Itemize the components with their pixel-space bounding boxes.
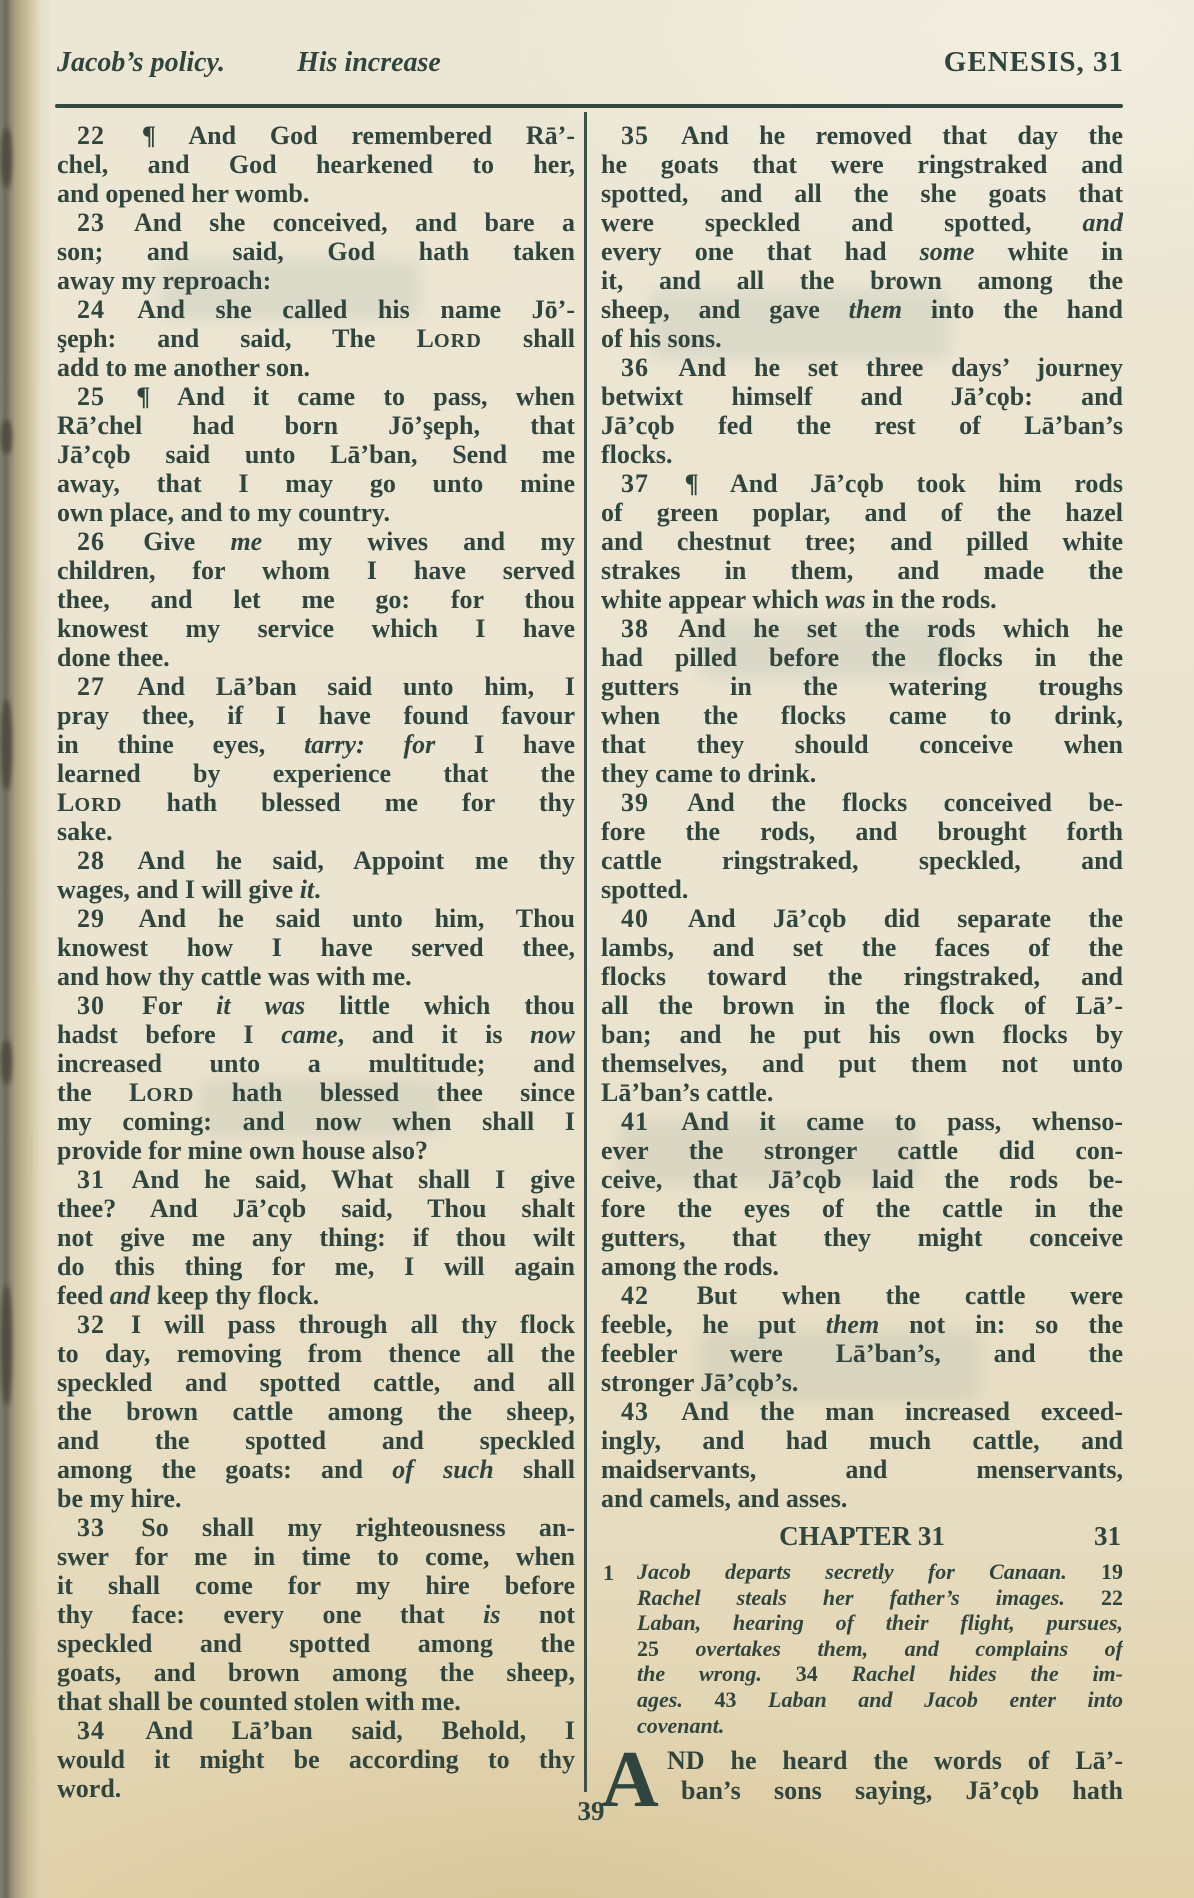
verse-number: 25 bbox=[77, 382, 105, 411]
chapter-heading-row bbox=[601, 1515, 1123, 1555]
summary-line: Laban, hearing of their flight, pursues, bbox=[637, 1610, 1123, 1636]
gutter-ink-mark bbox=[1, 1285, 12, 1405]
gutter-ink-mark bbox=[1, 700, 12, 790]
verse-line: ingly, and had much cattle, and bbox=[601, 1426, 1123, 1455]
verse-line: pray thee, if I have found favour bbox=[57, 701, 575, 730]
running-head-left-phrase-2: His increase bbox=[296, 47, 441, 78]
page-gutter-shadow bbox=[0, 0, 52, 1898]
verse-line: children, for whom I have served bbox=[57, 556, 575, 585]
verse-line: 42 But when the cattle were bbox=[621, 1281, 1123, 1310]
gutter-ink-mark bbox=[1, 1040, 12, 1084]
verse-line: spotted. bbox=[601, 875, 689, 904]
verse-line: provide for mine own house also? bbox=[57, 1136, 429, 1165]
verse-line: flocks. bbox=[601, 440, 673, 469]
verse-line: my coming: and now when shall I bbox=[57, 1107, 575, 1136]
verse-number: 27 bbox=[77, 672, 105, 701]
verse-line: fore the eyes of the cattle in the bbox=[601, 1194, 1123, 1223]
verse-number: 39 bbox=[621, 788, 649, 817]
verse-number: 31 bbox=[77, 1165, 105, 1194]
verse-number: 40 bbox=[621, 904, 649, 933]
verse-line: the LORD hath blessed thee since bbox=[57, 1078, 575, 1107]
reference-number: 22 bbox=[1101, 1584, 1123, 1610]
verse-line: 32 I will pass through all thy flock bbox=[77, 1310, 575, 1339]
verse-line: 26 Give me my wives and my bbox=[77, 527, 575, 556]
italic-word: me bbox=[230, 527, 263, 556]
verse-line: knowest how I have served thee, bbox=[57, 933, 575, 962]
verse-number: 24 bbox=[77, 295, 105, 324]
verse-line: Rā’chel had born Jō’şeph, that bbox=[57, 411, 575, 440]
verse-line: were speckled and spotted, and bbox=[601, 208, 1123, 237]
verse-line: done thee. bbox=[57, 643, 170, 672]
lord-small-caps: LORD bbox=[57, 788, 123, 817]
opening-line: ND he heard the words of Lā’- bbox=[667, 1746, 1123, 1776]
opening-line: ban’s sons saying, Jā’cǫb hath bbox=[681, 1776, 1123, 1806]
verse-line: gutters in the watering troughs bbox=[601, 672, 1123, 701]
summary-line: the wrong. 34 Rachel hides the im- bbox=[637, 1661, 1123, 1687]
verse-line: Jā’cǫb said unto Lā’ban, Send me bbox=[57, 440, 575, 469]
verse-line: ban; and he put his own flocks by bbox=[601, 1020, 1123, 1049]
verse-line: stronger Jā’cǫb’s. bbox=[601, 1368, 799, 1397]
verse-line: betwixt himself and Jā’cǫb: and bbox=[601, 382, 1123, 411]
reference-number: 43 bbox=[714, 1686, 737, 1712]
verse-line: among the goats: and of such shall bbox=[57, 1455, 575, 1484]
verse-line: 24 And she called his name Jō’- bbox=[77, 295, 575, 324]
running-head-book-chapter: GENESIS, 31 bbox=[943, 46, 1124, 78]
left-text-column bbox=[57, 121, 575, 1803]
verse-line: 43 And the man increased exceed- bbox=[621, 1397, 1123, 1426]
verse-line: hadst before I came, and it is now bbox=[57, 1020, 575, 1049]
verse-line: among the rods. bbox=[601, 1252, 779, 1281]
verse-line: in thine eyes, tarry: for I have bbox=[57, 730, 575, 759]
gutter-ink-mark bbox=[1, 420, 12, 454]
verse-line: that they should conceive when bbox=[601, 730, 1123, 759]
verse-number: 36 bbox=[621, 353, 649, 382]
verse-line: fore the rods, and brought forth bbox=[601, 817, 1123, 846]
header-rule bbox=[55, 104, 1123, 108]
verse-line: away my reproach: bbox=[57, 266, 272, 295]
verse-line: 34 And Lā’ban said, Behold, I bbox=[77, 1716, 575, 1745]
verse-number: 34 bbox=[77, 1716, 105, 1745]
verse-number: 32 bbox=[77, 1310, 105, 1339]
verse-line: sake. bbox=[57, 817, 113, 846]
verse-number: 30 bbox=[77, 991, 105, 1020]
verse-line: do this thing for me, I will again bbox=[57, 1252, 575, 1281]
verse-number: 43 bbox=[621, 1397, 649, 1426]
reference-number: 25 bbox=[637, 1635, 659, 1661]
verse-line: 29 And he said unto him, Thou bbox=[77, 904, 575, 933]
verse-line: şeph: and said, The LORD shall bbox=[57, 324, 575, 353]
verse-line: 30 For it was little which thou bbox=[77, 991, 575, 1020]
verse-number: 38 bbox=[621, 614, 649, 643]
verse-line: 41 And it came to pass, whenso- bbox=[621, 1107, 1123, 1136]
verse-line: of green poplar, and of the hazel bbox=[601, 498, 1123, 527]
verse-line: that shall be counted stolen with me. bbox=[57, 1687, 461, 1716]
verse-line: 27 And Lā’ban said unto him, I bbox=[77, 672, 575, 701]
verse-line: lambs, and set the faces of the bbox=[601, 933, 1123, 962]
reference-number: 34 bbox=[795, 1661, 818, 1687]
verse-line: 39 And the flocks conceived be- bbox=[621, 788, 1123, 817]
italic-word: was bbox=[825, 585, 866, 614]
verse-line: son; and said, God hath taken bbox=[57, 237, 575, 266]
verse-line: feed and keep thy flock. bbox=[57, 1281, 320, 1310]
verse-line: 36 And he set three days’ journey bbox=[621, 353, 1123, 382]
verse-line: not give me any thing: if thou wilt bbox=[57, 1223, 575, 1252]
verse-line: they came to drink. bbox=[601, 759, 817, 788]
verse-line: add to me another son. bbox=[57, 353, 311, 382]
verse-number: 23 bbox=[77, 208, 105, 237]
verse-line: word. bbox=[57, 1774, 122, 1803]
verse-line: Jā’cǫb fed the rest of Lā’ban’s bbox=[601, 411, 1123, 440]
italic-word: them bbox=[825, 1310, 880, 1339]
verse-line: spotted, and all the she goats that bbox=[601, 179, 1123, 208]
verse-line: speckled and spotted cattle, and all bbox=[57, 1368, 575, 1397]
lord-small-caps: LORD bbox=[416, 324, 482, 353]
verse-number: 29 bbox=[77, 904, 105, 933]
verse-number: 37 bbox=[621, 469, 649, 498]
verse-line: knowest my service which I have bbox=[57, 614, 575, 643]
verse-line: and the spotted and speckled bbox=[57, 1426, 575, 1455]
verse-line: 23 And she conceived, and bare a bbox=[77, 208, 575, 237]
dropcap-letter: A bbox=[601, 1736, 659, 1825]
verse-line: maidservants, and menservants, bbox=[601, 1455, 1123, 1484]
italic-word: it bbox=[299, 875, 315, 904]
chapter-opening-lines bbox=[601, 1746, 1123, 1806]
italic-word: came bbox=[281, 1020, 338, 1049]
verse-line: he goats that were ringstraked and bbox=[601, 150, 1123, 179]
verse-line: themselves, and put them not unto bbox=[601, 1049, 1123, 1078]
right-column-verses bbox=[601, 121, 1123, 1513]
verse-line: all the brown in the flock of Lā’- bbox=[601, 991, 1123, 1020]
verse-line: 33 So shall my righteousness an- bbox=[77, 1513, 575, 1542]
summary-first-ref: 1 bbox=[603, 1560, 614, 1585]
verse-line: Lā’ban’s cattle. bbox=[601, 1078, 774, 1107]
verse-number: 22 bbox=[77, 121, 105, 150]
chapter-side-number: 31 bbox=[1094, 1521, 1121, 1551]
verse-number: 33 bbox=[77, 1513, 105, 1542]
page-number: 39 bbox=[577, 1796, 605, 1826]
verse-line: away, that I may go unto mine bbox=[57, 469, 575, 498]
summary-line: Jacob departs secretly for Canaan. 19 bbox=[637, 1559, 1123, 1584]
summary-line: 25 overtakes them, and complains of bbox=[637, 1635, 1123, 1661]
verse-line: the brown cattle among the sheep, bbox=[57, 1397, 575, 1426]
verse-line: and camels, and asses. bbox=[601, 1484, 848, 1513]
verse-line: feebler were Lā’ban’s, and the bbox=[601, 1339, 1123, 1368]
verse-line: 40 And Jā’cǫb did separate the bbox=[621, 904, 1123, 933]
verse-line: thee? And Jā’cǫb said, Thou shalt bbox=[57, 1194, 575, 1223]
chapter-summary bbox=[601, 1559, 1123, 1738]
verse-line: 22 ¶ And God remembered Rā’- bbox=[77, 121, 575, 150]
running-head-topic bbox=[57, 47, 441, 79]
verse-line: own place, and to my country. bbox=[57, 498, 390, 527]
chapter-summary-lines bbox=[637, 1559, 1123, 1738]
italic-word: and bbox=[109, 1281, 151, 1310]
verse-line: 31 And he said, What shall I give bbox=[77, 1165, 575, 1194]
verse-line: strakes in them, and made the bbox=[601, 556, 1123, 585]
lord-small-caps: LORD bbox=[129, 1078, 195, 1107]
verse-number: 28 bbox=[77, 846, 105, 875]
verse-line: of his sons. bbox=[601, 324, 722, 353]
verse-line: and chestnut tree; and pilled white bbox=[601, 527, 1123, 556]
verse-line: swer for me in time to come, when bbox=[57, 1542, 575, 1571]
verse-line: thee, and let me go: for thou bbox=[57, 585, 575, 614]
verse-line: speckled and spotted among the bbox=[57, 1629, 575, 1658]
verse-line: chel, and God hearkened to her, bbox=[57, 150, 575, 179]
italic-word: of such bbox=[392, 1455, 494, 1484]
verse-line: when the flocks came to drink, bbox=[601, 701, 1123, 730]
summary-line: Rachel steals her father’s images. 22 bbox=[637, 1584, 1123, 1610]
verse-number: 42 bbox=[621, 1281, 649, 1310]
gutter-ink-mark bbox=[1, 128, 12, 188]
verse-line: white appear which was in the rods. bbox=[601, 585, 997, 614]
verse-number: 41 bbox=[621, 1107, 649, 1136]
chapter-opening-paragraph bbox=[601, 1736, 1123, 1825]
verse-line: LORD hath blessed me for thy bbox=[57, 788, 575, 817]
verse-line: would it might be according to thy bbox=[57, 1745, 575, 1774]
italic-word: it was bbox=[216, 991, 306, 1020]
summary-line: covenant. bbox=[637, 1712, 725, 1738]
italic-word: some bbox=[919, 237, 975, 266]
italic-word: and bbox=[1082, 208, 1123, 237]
italic-word: now bbox=[530, 1020, 575, 1049]
verse-line: cattle ringstraked, speckled, and bbox=[601, 846, 1123, 875]
reference-number: 19 bbox=[1101, 1559, 1123, 1584]
right-text-column bbox=[601, 121, 1123, 1825]
summary-line: ages. 43 Laban and Jacob enter into bbox=[637, 1686, 1123, 1712]
verse-line: and how thy cattle was with me. bbox=[57, 962, 412, 991]
verse-line: 37 ¶ And Jā’cǫb took him rods bbox=[621, 469, 1123, 498]
verse-line: increased unto a multitude; and bbox=[57, 1049, 575, 1078]
verse-line: gutters, that they might conceive bbox=[601, 1223, 1123, 1252]
verse-line: had pilled before the flocks in the bbox=[601, 643, 1123, 672]
verse-line: be my hire. bbox=[57, 1484, 182, 1513]
verse-line: wages, and I will give it. bbox=[57, 875, 321, 904]
verse-line: 28 And he said, Appoint me thy bbox=[77, 846, 575, 875]
italic-word: is bbox=[483, 1600, 501, 1629]
running-header bbox=[57, 46, 1124, 88]
running-head-left-phrase-1: Jacob’s policy. bbox=[57, 47, 225, 78]
verse-number: 35 bbox=[621, 121, 649, 150]
verse-number: 26 bbox=[77, 527, 105, 556]
italic-word: them bbox=[848, 295, 903, 324]
verse-line: it shall come for my hire before bbox=[57, 1571, 575, 1600]
verse-line: 25 ¶ And it came to pass, when bbox=[77, 382, 575, 411]
verse-line: thy face: every one that is not bbox=[57, 1600, 575, 1629]
verse-line: 35 And he removed that day the bbox=[621, 121, 1123, 150]
verse-line: 38 And he set the rods which he bbox=[621, 614, 1123, 643]
verse-line: flocks toward the ringstraked, and bbox=[601, 962, 1123, 991]
verse-line: ceive, that Jā’cǫb laid the rods be- bbox=[601, 1165, 1123, 1194]
verse-line: and opened her womb. bbox=[57, 179, 310, 208]
verse-line: to day, removing from thence all the bbox=[57, 1339, 575, 1368]
column-divider-rule bbox=[584, 112, 587, 1792]
verse-line: it, and all the brown among the bbox=[601, 266, 1123, 295]
verse-line: every one that had some white in bbox=[601, 237, 1123, 266]
verse-line: learned by experience that the bbox=[57, 759, 575, 788]
verse-line: feeble, he put them not in: so the bbox=[601, 1310, 1123, 1339]
verse-line: sheep, and gave them into the hand bbox=[601, 295, 1123, 324]
verse-line: goats, and brown among the sheep, bbox=[57, 1658, 575, 1687]
chapter-heading: CHAPTER 31 bbox=[779, 1521, 945, 1551]
verse-line: ever the stronger cattle did con- bbox=[601, 1136, 1123, 1165]
italic-word: tarry: for bbox=[304, 730, 436, 759]
